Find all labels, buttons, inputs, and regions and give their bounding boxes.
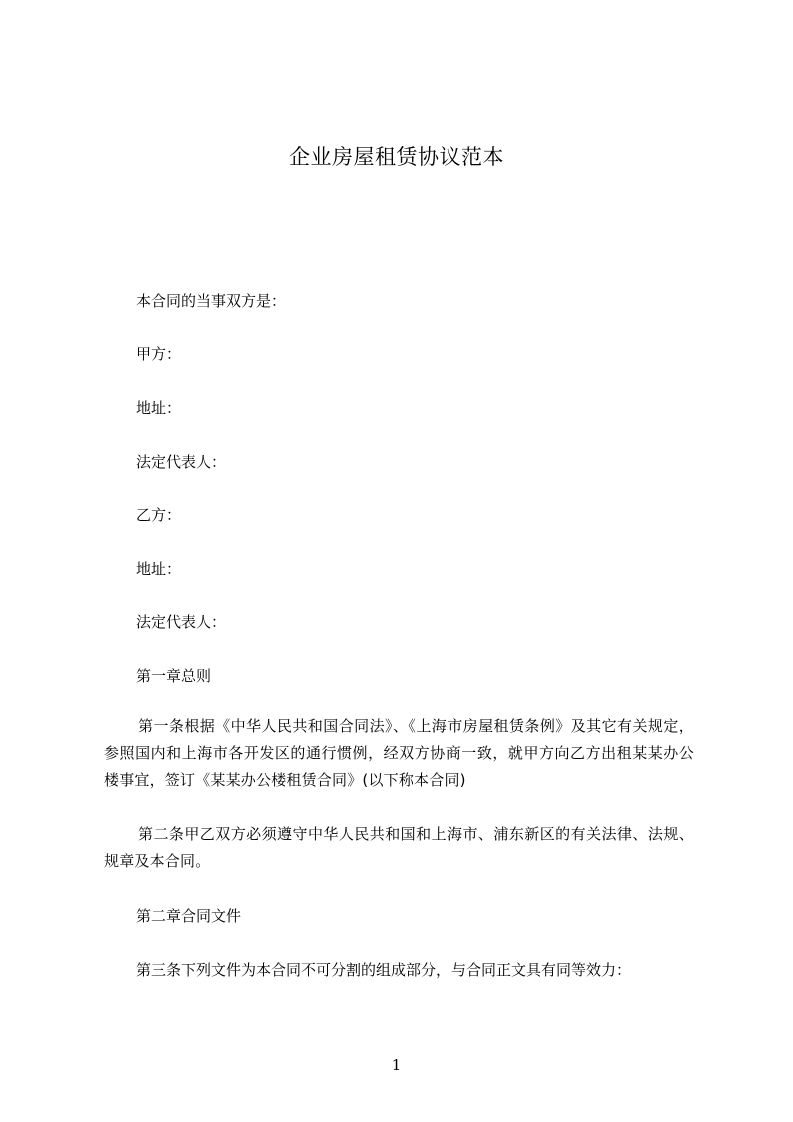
chapter-2-heading: 第二章合同文件 (136, 907, 242, 925)
page-number: 1 (391, 1056, 402, 1074)
chapter-1-heading: 第一章总则 (136, 667, 212, 685)
article-2-paragraph: 第二条甲乙双方必须遵守中华人民共和国和上海市、浦东新区的有关法律、法规、规章及本合同。 (104, 825, 694, 870)
article-1-paragraph: 第一条根据《中华人民共和国合同法》、《上海市房屋租赁条例》及其它有关规定，参照国内和上海市各开发区的通行惯例，经双方协商一致，就甲方向乙方出租某某办公楼事宜，签订《某某办公楼租赁合同》(以下称本合同) (104, 717, 694, 789)
party-a-representative-label: 法定代表人： (136, 453, 227, 471)
document-title: 企业房屋租赁协议范本 (289, 145, 504, 169)
party-a-label: 甲方： (136, 345, 182, 363)
party-b-label: 乙方： (136, 506, 182, 524)
parties-intro: 本合同的当事双方是： (136, 292, 287, 310)
article-3-line: 第三条下列文件为本合同不可分割的组成部分，与合同正文具有同等效力： (136, 961, 632, 979)
party-b-representative-label: 法定代表人： (136, 613, 227, 631)
party-b-address-label: 地址： (136, 560, 182, 578)
party-a-address-label: 地址： (136, 399, 182, 417)
